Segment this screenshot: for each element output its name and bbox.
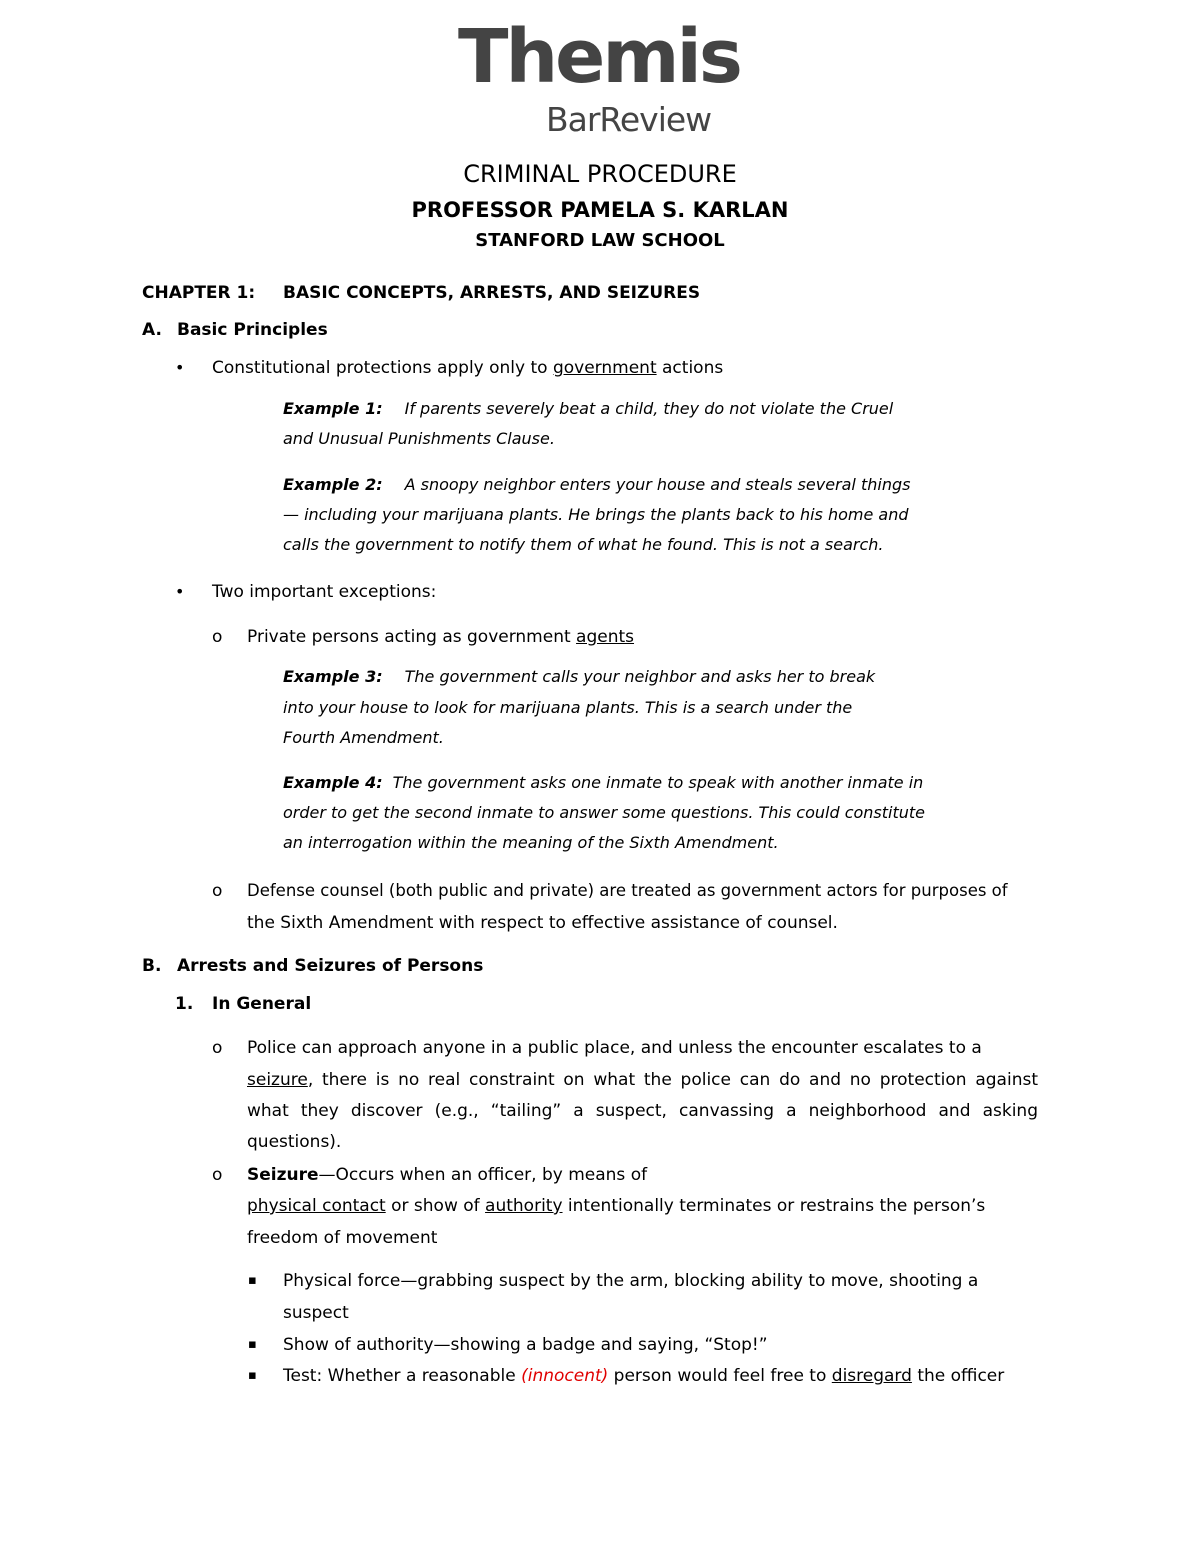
seizure-term: Seizure [247, 1165, 319, 1185]
document-title: CRIMINAL PROCEDURE [463, 160, 737, 188]
sub-text: Private persons acting as government [247, 627, 577, 647]
professor-name: PROFESSOR PAMELA S. KARLAN [411, 198, 789, 222]
square-marker: ▪ [248, 1337, 257, 1352]
item-text: person would feel free to [608, 1366, 832, 1386]
section-b-heading: Arrests and Seizures of Persons [177, 956, 484, 976]
para-seizure-line3: freedom of movement [247, 1228, 438, 1248]
sub-defense-counsel-line1: Defense counsel (both public and private) are treated as government actors for purposes of [247, 881, 1008, 900]
chapter-number: CHAPTER 1: [142, 283, 256, 303]
example-4-label: Example 4: [283, 773, 383, 792]
para-text: or show of [385, 1196, 486, 1216]
bullet-marker: • [175, 582, 185, 601]
para-seizure-line2 [247, 1194, 985, 1218]
example-4 [283, 771, 923, 795]
innocent-highlight: (innocent) [521, 1366, 609, 1386]
subsection-1-marker: 1. [175, 994, 194, 1014]
bullet-exceptions: Two important exceptions: [212, 582, 437, 602]
circle-marker: o [212, 1038, 223, 1058]
circle-marker: o [212, 881, 223, 901]
example-3-line3: Fourth Amendment. [283, 728, 444, 747]
section-a-heading: Basic Principles [177, 320, 328, 340]
item-physical-force-line2: suspect [283, 1303, 349, 1323]
square-marker: ▪ [248, 1273, 257, 1288]
example-1-label: Example 1: [283, 399, 383, 418]
circle-marker: o [212, 1165, 223, 1185]
para-police-line3: what they discover (e.g., “tailing” a suspect, canvassing a neighborhood and asking [247, 1101, 1038, 1121]
example-3-line2: into your house to look for marijuana plants. This is a search under the [283, 698, 853, 717]
example-1-line2: and Unusual Punishments Clause. [283, 429, 555, 448]
underlined-physical-contact: physical contact [247, 1196, 386, 1216]
sub-defense-counsel-line2: the Sixth Amendment with respect to effective assistance of counsel. [247, 913, 838, 933]
chapter-title: BASIC CONCEPTS, ARRESTS, AND SEIZURES [283, 283, 701, 303]
item-text: the officer [911, 1366, 1005, 1386]
example-2-line2: — including your marijuana plants. He brings the plants back to his home and [283, 505, 909, 524]
example-2 [283, 473, 910, 497]
logo-bar-review: BarReview [546, 100, 712, 139]
bullet-text-end: actions [656, 358, 724, 378]
logo-themis: Themis [458, 14, 740, 100]
para-text: , there is no real constraint on what the police can do and no protection against [307, 1070, 1038, 1090]
para-police-line1: Police can approach anyone in a public place, and unless the encounter escalates to a [247, 1038, 982, 1058]
para-seizure-line1 [247, 1163, 647, 1187]
example-4-line3: an interrogation within the meaning of the Sixth Amendment. [283, 833, 779, 852]
section-b-marker: B. [142, 956, 162, 976]
underlined-disregard: disregard [831, 1366, 912, 1386]
example-2-label: Example 2: [283, 475, 383, 494]
item-physical-force-line1: Physical force—grabbing suspect by the arm, blocking ability to move, shooting a [283, 1271, 979, 1291]
example-4-line1: The government asks one inmate to speak with another inmate in [392, 773, 924, 792]
sub-private-persons [247, 625, 634, 649]
para-police-line4: questions). [247, 1132, 342, 1152]
example-3 [283, 665, 875, 689]
bullet-government-actions [212, 356, 723, 380]
bullet-marker: • [175, 358, 185, 377]
underlined-authority: authority [485, 1196, 563, 1216]
square-marker: ▪ [248, 1368, 257, 1383]
example-2-line1: A snoopy neighbor enters your house and steals several things [404, 475, 911, 494]
underlined-seizure: seizure [247, 1070, 308, 1090]
item-test [283, 1364, 1004, 1388]
item-show-of-authority: Show of authority—showing a badge and saying, “Stop!” [283, 1335, 768, 1355]
circle-marker: o [212, 627, 223, 647]
example-3-label: Example 3: [283, 667, 383, 686]
subsection-1-heading: In General [212, 994, 312, 1014]
underlined-agents: agents [576, 627, 635, 647]
item-text: Test: Whether a reasonable [283, 1366, 522, 1386]
example-1 [283, 397, 893, 421]
example-3-line1: The government calls your neighbor and asks her to break [404, 667, 876, 686]
school-name: STANFORD LAW SCHOOL [475, 230, 725, 251]
para-police-line2 [247, 1068, 1038, 1092]
section-a-marker: A. [142, 320, 162, 340]
example-1-line1: If parents severely beat a child, they do not violate the Cruel [404, 399, 894, 418]
example-4-line2: order to get the second inmate to answer some questions. This could constitute [283, 803, 926, 822]
para-text: —Occurs when an officer, by means of [318, 1165, 648, 1185]
para-text: intentionally terminates or restrains the person’s [562, 1196, 986, 1216]
bullet-text: Constitutional protections apply only to [212, 358, 553, 378]
underlined-government: government [552, 358, 657, 378]
example-2-line3: calls the government to notify them of what he found. This is not a search. [283, 535, 884, 554]
